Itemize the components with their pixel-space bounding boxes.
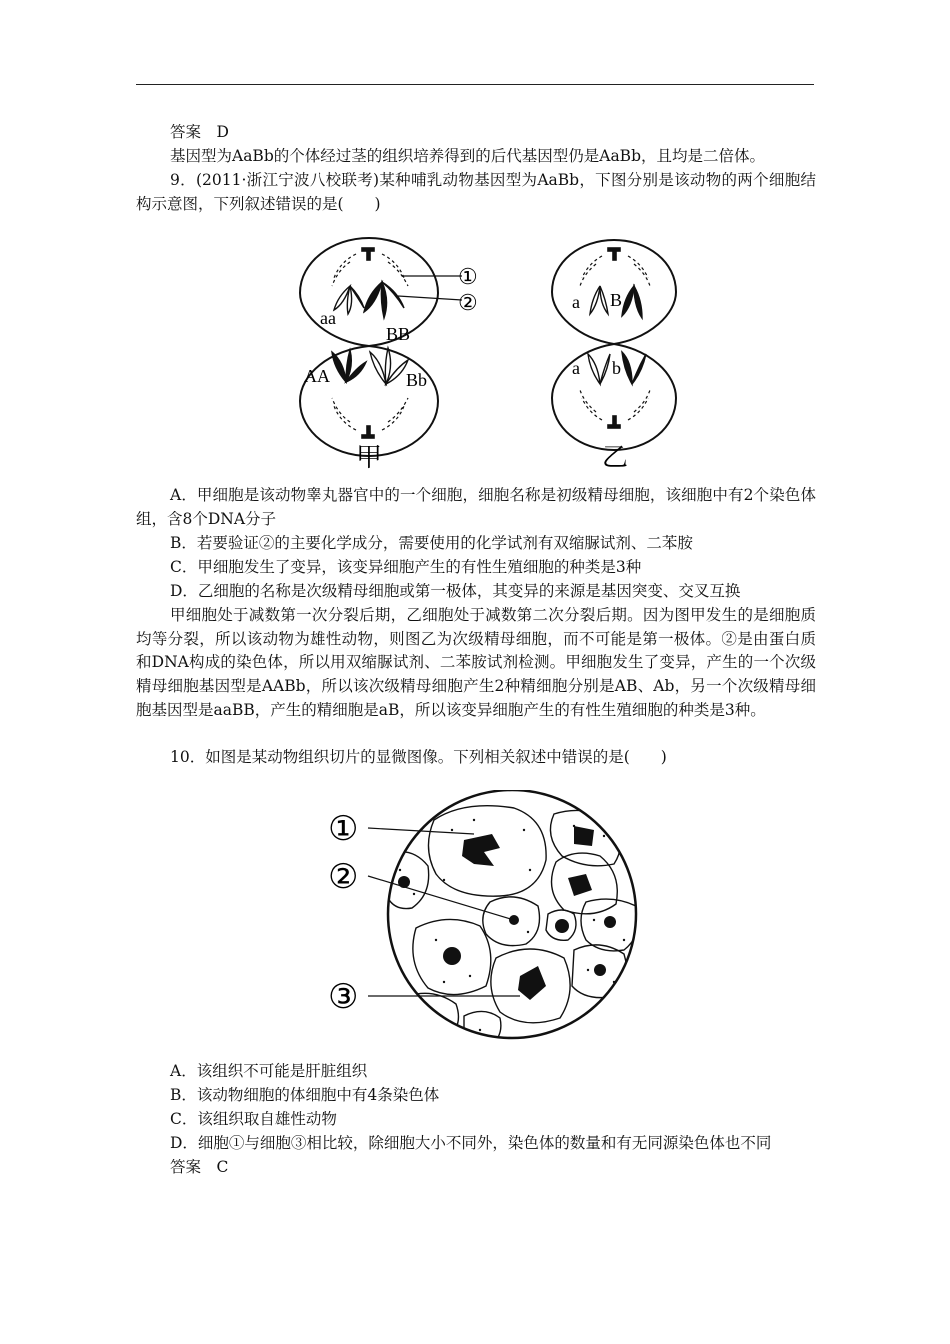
micrograph-marker-2: ②	[328, 859, 359, 896]
caption-yi: 乙	[602, 443, 629, 472]
q9-analysis: 甲细胞处于减数第一次分裂后期，乙细胞处于减数第二次分裂后期。因为图甲发生的是细胞质均等分裂，所以该动物为雄性动物，则图乙为次级精母细胞，而不可能是第一极体。②是由蛋白质和DNA构成的染色体，所以用双缩脲试剂、二苯胺试剂检测。甲细胞发生了变异，产生的一个次级精母细胞基因型是AABb，所以该次级精母细胞产生2种精细胞分别是AB、Ab，另一个次级精母细胞基因型是aaBB，产生的精细胞是aB，所以该变异细胞产生的有性生殖细胞的种类是3种。	[136, 606, 816, 719]
label-B-top: B	[610, 290, 623, 310]
label-BB: BB	[386, 324, 411, 344]
micrograph-marker-1: ①	[328, 811, 359, 848]
q9-option-b: B．若要验证②的主要化学成分，需要使用的化学试剂有双缩脲试剂、二苯胺	[170, 534, 693, 552]
header-rule	[136, 84, 814, 85]
label-b-bottom: b	[612, 358, 621, 378]
label-Bb: Bb	[406, 370, 428, 390]
q9-option-a: A．甲细胞是该动物睾丸器官中的一个细胞，细胞名称是初级精母细胞，该细胞中有2个染色体组，含8个DNA分子	[136, 486, 816, 528]
q9-figure	[290, 234, 690, 474]
q10-option-b: B．该动物细胞的体细胞中有4条染色体	[170, 1086, 440, 1104]
label-a-top: a	[572, 292, 580, 312]
label-aa: aa	[320, 308, 336, 328]
caption-jia: 甲	[356, 443, 383, 472]
marker-1: ①	[458, 264, 478, 289]
label-AA: AA	[304, 366, 330, 386]
q10-figure	[324, 790, 654, 1050]
q10-option-d: D．细胞①与细胞③相比较，除细胞大小不同外，染色体的数量和有无同源染色体也不同	[170, 1134, 772, 1152]
q8-analysis: 基因型为AaBb的个体经过茎的组织培养得到的后代基因型仍是AaBb，且均是二倍体。	[170, 147, 765, 165]
q10-option-a: A．该组织不可能是肝脏组织	[170, 1062, 368, 1080]
micrograph-marker-3: ③	[328, 979, 359, 1016]
q10-stem: 10．如图是某动物组织切片的显微图像。下列相关叙述中错误的是( )	[170, 748, 667, 766]
cell-jia-outline	[300, 238, 438, 456]
q9-stem: 9．(2011·浙江宁波八校联考)某种哺乳动物基因型为AaBb，下图分别是该动物的两个细胞结构示意图，下列叙述错误的是( )	[136, 171, 816, 213]
q9-option-d: D．乙细胞的名称是次级精母细胞或第一极体，其变异的来源是基因突变、交叉互换	[170, 582, 741, 600]
q9-option-c: C．甲细胞发生了变异，该变异细胞产生的有性生殖细胞的种类是3种	[170, 558, 642, 576]
q10-answer: 答案 C	[170, 1158, 229, 1176]
label-a-bottom: a	[572, 358, 580, 378]
q8-answer: 答案 D	[170, 123, 229, 141]
q10-option-c: C．该组织取自雄性动物	[170, 1110, 337, 1128]
marker-2: ②	[458, 290, 478, 315]
